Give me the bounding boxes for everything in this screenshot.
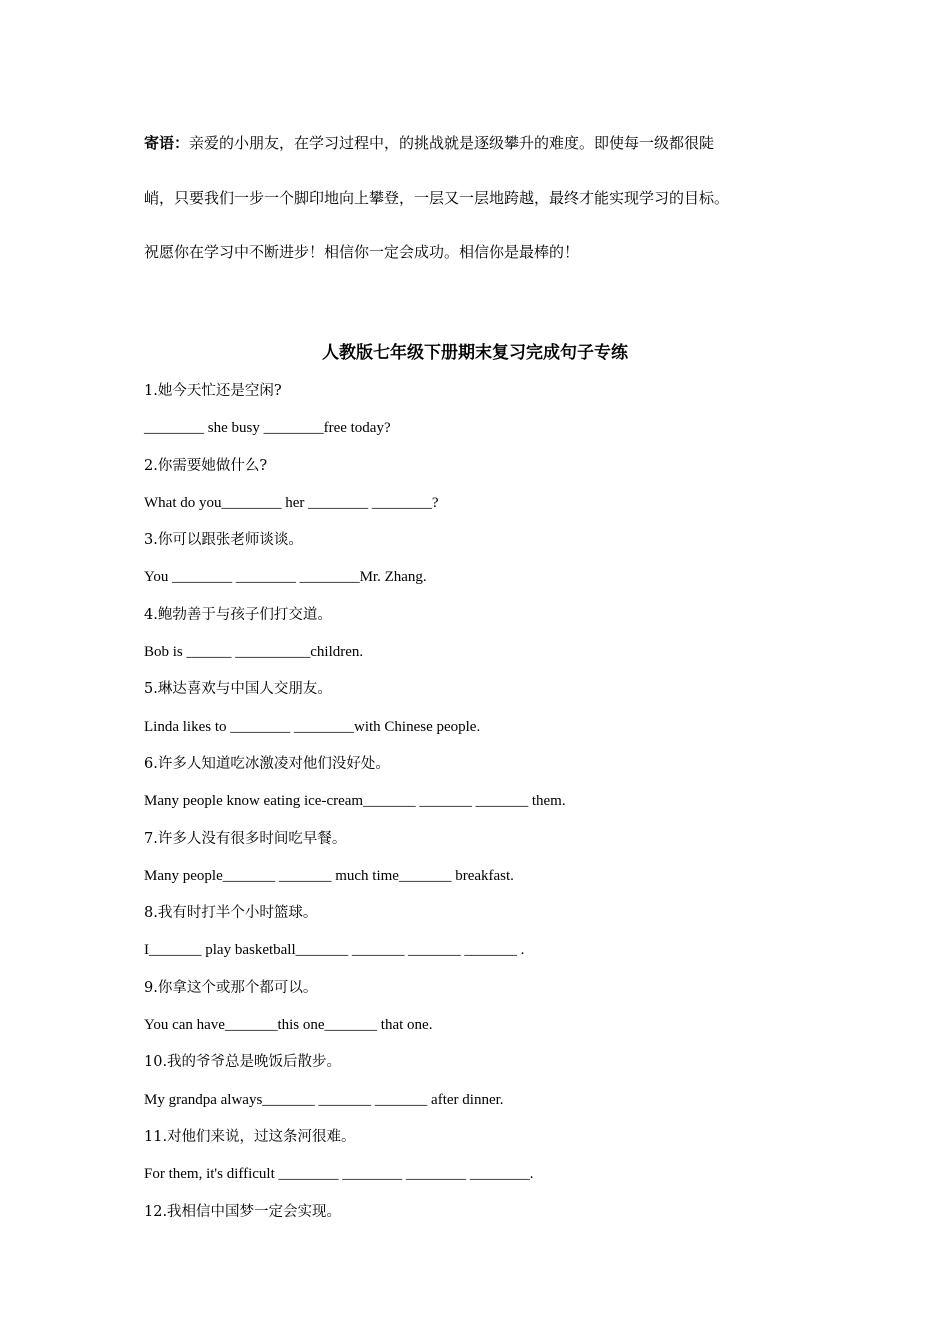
question-list	[144, 380, 824, 1275]
intro-text-1: 亲爱的小朋友，在学习过程中，的挑战就是逐级攀升的难度。即使每一级都很陡	[189, 134, 715, 152]
question-prompt: 2.你需要她做什么?	[144, 457, 268, 474]
intro-text-2: 峭，只要我们一步一个脚印地向上攀登，一层又一层地跨越，最终才能实现学习的目标。	[144, 189, 730, 207]
intro-lead: 寄语：	[144, 134, 190, 152]
question-item	[144, 1051, 824, 1126]
answer-line: Many people_______ _______ much time_______ breakfast.	[144, 867, 514, 884]
question-prompt: 6.许多人知道吃冰激凌对他们没好处。	[144, 755, 390, 772]
question-prompt: 7.许多人没有很多时间吃早餐。	[144, 830, 347, 847]
question-item	[144, 455, 824, 530]
question-item	[144, 678, 824, 753]
answer-line: Linda likes to ________ ________with Chinese people.	[144, 718, 481, 735]
question-item	[144, 753, 824, 828]
page-title: 人教版七年级下册期末复习完成句子专练	[322, 343, 628, 363]
question-prompt: 9.你拿这个或那个都可以。	[144, 979, 318, 996]
question-item	[144, 604, 824, 679]
answer-line: Bob is ______ __________children.	[144, 644, 364, 661]
question-prompt: 5.琳达喜欢与中国人交朋友。	[144, 681, 332, 698]
question-item	[144, 902, 824, 977]
answer-line: I_______ play basketball_______ _______ _______ _______ .	[144, 942, 525, 959]
question-item	[144, 380, 824, 455]
question-prompt: 4.鲍勃善于与孩子们打交道。	[144, 606, 332, 623]
intro-line-3	[144, 242, 814, 262]
answer-line: You ________ ________ ________Mr. Zhang.	[144, 569, 427, 586]
answer-line: Many people know eating ice-cream_______ _______ _______ them.	[144, 793, 566, 810]
question-item	[144, 529, 824, 604]
question-item	[144, 1126, 824, 1201]
intro-text-3: 祝愿你在学习中不断进步！相信你一定会成功。相信你是最棒的！	[144, 243, 580, 261]
question-prompt: 12.我相信中国梦一定会实现。	[144, 1203, 342, 1220]
question-item	[144, 1201, 824, 1276]
question-item	[144, 828, 824, 903]
intro-line-1	[144, 133, 814, 153]
answer-line: My grandpa always_______ _______ _______ after dinner.	[144, 1091, 504, 1108]
question-prompt: 1.她今天忙还是空闲?	[144, 383, 282, 399]
question-prompt: 11.对他们来说，过这条河很难。	[144, 1128, 356, 1145]
question-prompt: 10.我的爷爷总是晚饭后散步。	[144, 1054, 342, 1071]
answer-line: What do you________ her ________ ________?	[144, 494, 439, 511]
answer-line: You can have_______this one_______ that one.	[144, 1017, 433, 1034]
question-prompt: 8.我有时打半个小时篮球。	[144, 905, 318, 922]
answer-line: For them, it's difficult ________ ________ ________ ________.	[144, 1166, 534, 1183]
question-prompt: 3.你可以跟张老师谈谈。	[144, 532, 303, 549]
question-item	[144, 977, 824, 1052]
answer-line: ________ she busy ________free today?	[144, 420, 391, 437]
intro-line-2	[144, 188, 814, 208]
